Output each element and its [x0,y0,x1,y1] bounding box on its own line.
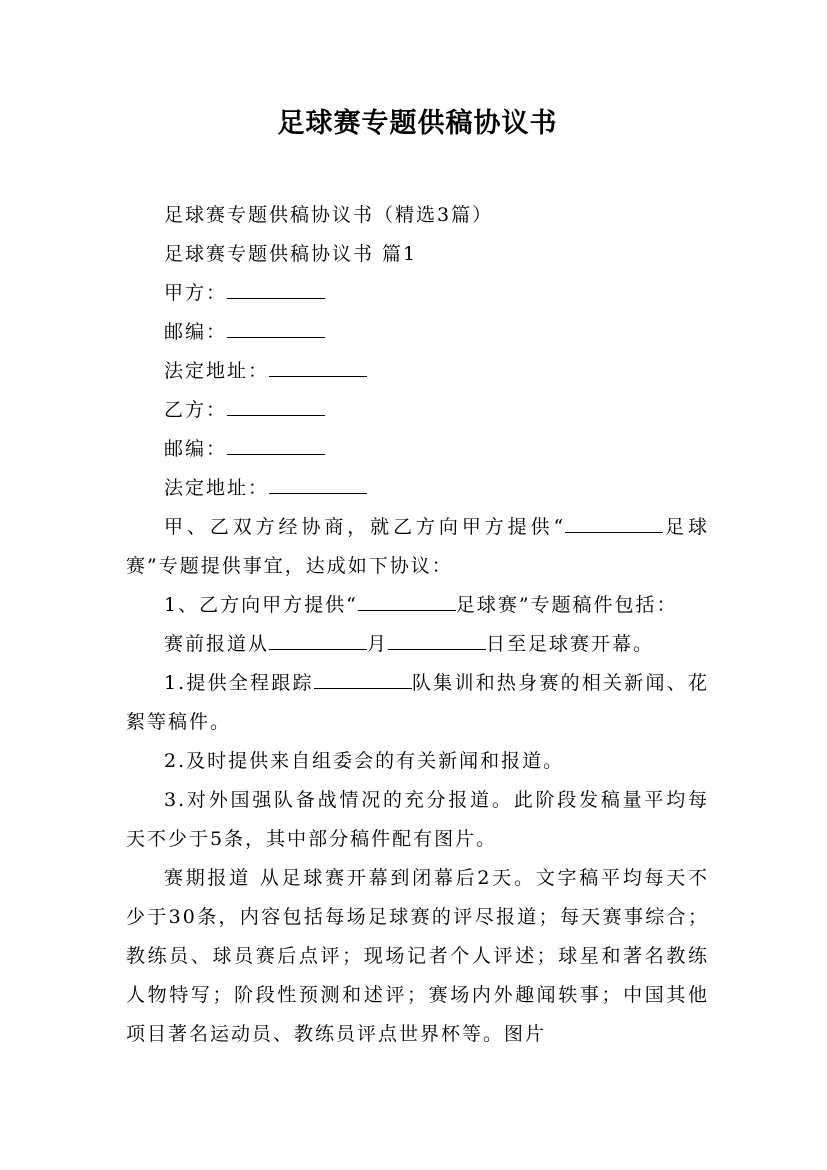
address-b-line [126,469,709,508]
match-period-coverage: 赛期报道 从足球赛开幕到闭幕后2天。文字稿平均每天不少于30条，内容包括每场足球赛的评尽报道；每天赛事综合；教练员、球员赛后点评；现场记者个人评述；球星和著名教练人物特写；阶段性预测和述评；赛场内外趣闻轶事；中国其他项目著名运动员、教练员评点世界杯等。图片 [126,867,709,1045]
chapter-heading: 足球赛专题供稿协议书 篇1 [164,243,418,265]
postcode-a-label: 邮编： [164,321,228,343]
party-a-label: 甲方： [164,282,228,304]
blank-field [227,430,325,455]
address-a-line [126,352,709,391]
pre-part-2: 月 [367,633,389,655]
subtitle-line: 足球赛专题供稿协议书（精选3篇） [164,204,494,226]
intro-paragraph [126,508,709,586]
party-b-label: 乙方： [164,399,228,421]
postcode-b-label: 邮编： [164,438,228,460]
item-1-after: 队集训和热身赛的相关新闻、花絮等稿件。 [126,672,709,733]
clause-1-before: 1、乙方向甲方提供“ [164,594,358,616]
blank-field [314,664,412,689]
document-body [126,196,709,1054]
blank-field [388,625,486,650]
blank-field [227,391,325,416]
intro-text-before: 甲、乙双方经协商，就乙方向甲方提供“ [164,516,566,538]
pre-match-coverage [126,625,709,664]
blank-field [565,508,663,533]
clause-1-after: 足球赛”专题稿件包括： [455,594,678,616]
address-a-label: 法定地址： [164,360,270,382]
blank-field [269,625,367,650]
pre-part-3: 日至足球赛开幕。 [486,633,655,655]
party-a-line [126,274,709,313]
postcode-b-line [126,430,709,469]
pre-part-1: 赛前报道从 [164,633,270,655]
blank-field [269,469,367,494]
blank-field [227,313,325,338]
intro-text-after: 足球赛”专题提供事宜，达成如下协议： [126,516,709,577]
party-b-line [126,391,709,430]
item-3: 3.对外国强队备战情况的充分报道。此阶段发稿量平均每天不少于5条，其中部分稿件配有图片。 [126,789,709,850]
blank-field [227,274,325,299]
item-2: 2.及时提供来自组委会的有关新闻和报道。 [164,750,565,772]
blank-field [358,586,456,611]
document-title: 足球赛专题供稿协议书 [277,108,558,139]
item-1-before: 1.提供全程跟踪 [164,672,314,694]
clause-1 [126,586,709,625]
item-1 [126,664,709,742]
blank-field [269,352,367,377]
postcode-a-line [126,313,709,352]
address-b-label: 法定地址： [164,477,270,499]
